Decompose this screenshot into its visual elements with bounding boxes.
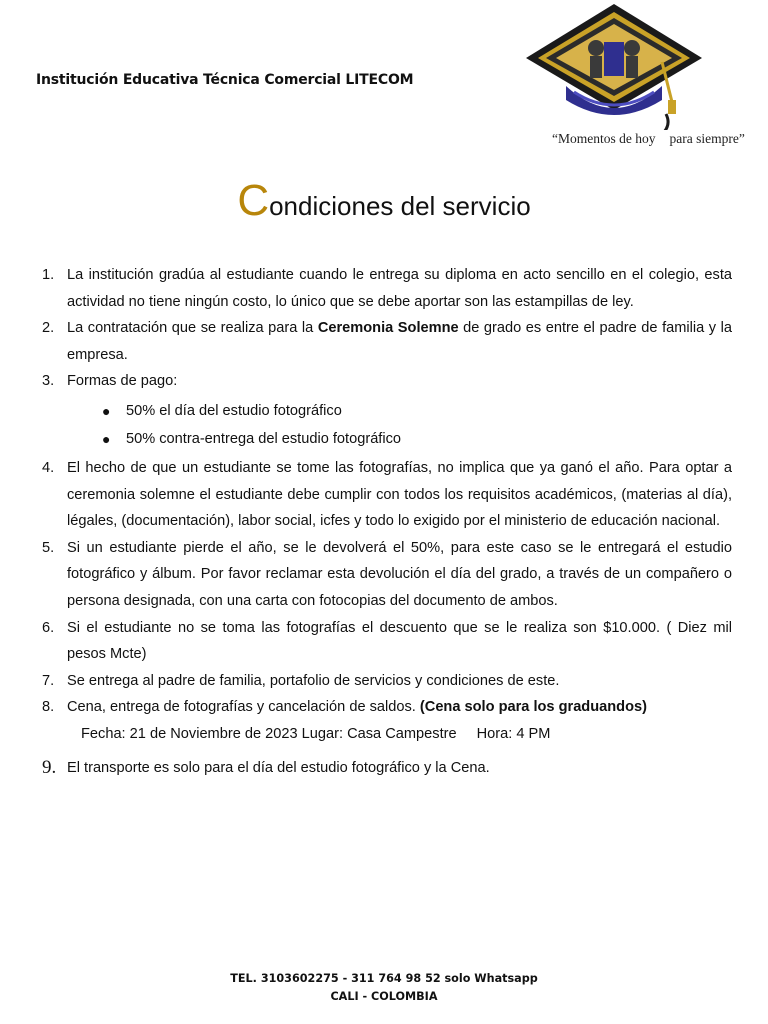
- footer-phone: TEL. 3103602275 - 311 764 98 52 solo Whatsapp: [230, 972, 538, 985]
- bullet-text: 50% el día del estudio fotográfico: [126, 402, 342, 419]
- list-item: [36, 755, 732, 782]
- bullet-icon: ●: [102, 430, 111, 447]
- list-item: [36, 694, 732, 721]
- item-number: 1.: [42, 267, 55, 283]
- institution-name: Institución Educativa Técnica Comercial LITECOM: [36, 72, 414, 88]
- item-bold-text: (Cena solo para los graduandos): [419, 699, 647, 716]
- bullet-item: [36, 425, 732, 453]
- bullet-icon: ●: [102, 402, 111, 419]
- contact-footer: [0, 970, 768, 1006]
- list-item: [36, 615, 732, 668]
- item-text: Si el estudiante no se toma las fotografías el descuento que se le realiza son $10.000. ( Diez mil pesos Mcte): [67, 619, 732, 663]
- item-number: 6.: [42, 619, 55, 636]
- item-text: El transporte es solo para el día del estudio fotográfico y la Cena.: [67, 759, 490, 776]
- item-number: 5.: [42, 539, 55, 556]
- item-number: 2.: [42, 320, 55, 337]
- item-text: de grado es entre el padre de familia y la empresa.: [67, 320, 732, 363]
- item-text: Se entrega al padre de familia, portafolio de servicios y condiciones de este.: [67, 672, 560, 689]
- item-number: 8.: [42, 699, 55, 716]
- item-number: 3.: [42, 373, 55, 390]
- item-text: La contratación que se realiza para la: [67, 320, 318, 337]
- list-item: [36, 368, 732, 395]
- item-number: 7.: [42, 672, 55, 689]
- title-rest: ondiciones del servicio: [269, 191, 531, 221]
- slogan-part-2: para siempre”: [669, 131, 745, 146]
- page-title: [0, 176, 768, 226]
- item-number: 9.: [42, 756, 57, 778]
- list-item: [36, 455, 732, 535]
- item-text: Si un estudiante pierde el año, se le devolverá el 50%, para este caso se le entregará el estudio fotográfico y álbum. Por favor reclamar esta devolución el día del grado, a través de un compañero o persona designada, con una carta con fotocopias del documento de ambos.: [67, 539, 732, 609]
- conditions-list: [36, 262, 732, 782]
- dinner-date-place: Fecha: 21 de Noviembre de 2023 Lugar: Casa Campestre: [81, 725, 457, 742]
- payment-bullets: [36, 397, 732, 453]
- item-text: La institución gradúa al estudiante cuando le entrega su diploma en acto sencillo en el colegio, esta actividad no tiene ningún costo, lo único que se debe aportar son las estampillas de ley.: [67, 267, 732, 310]
- item-text: Formas de pago:: [67, 373, 178, 390]
- slogan-part-1: “Momentos de hoy: [552, 131, 656, 146]
- item-text: El hecho de que un estudiante se tome las fotografías, no implica que ya ganó el año. Para optar a ceremonia solemne el estudiante debe cumplir con todos los requisitos académicos, (materias al día), légales, (documentación), labor social, icfes y todo lo exigido por el ministerio de educación nacional.: [67, 459, 732, 530]
- bullet-text: 50% contra-entrega del estudio fotográfico: [126, 430, 402, 447]
- graduation-cap-logo-icon: [524, 2, 704, 130]
- item-number: 4.: [42, 459, 55, 476]
- dinner-time: Hora: 4 PM: [476, 725, 551, 742]
- dinner-details: [36, 721, 732, 747]
- item-bold-text: Ceremonia Solemne: [317, 320, 459, 337]
- item-text: Cena, entrega de fotografías y cancelación de saldos.: [67, 699, 420, 716]
- list-item: [36, 262, 732, 315]
- list-item: [36, 315, 732, 368]
- bullet-item: [36, 397, 732, 425]
- logo-slogan: [552, 131, 745, 147]
- footer-city: CALI - COLOMBIA: [330, 990, 438, 1003]
- list-item: [36, 668, 732, 695]
- list-item: [36, 535, 732, 615]
- title-initial: C: [237, 176, 270, 225]
